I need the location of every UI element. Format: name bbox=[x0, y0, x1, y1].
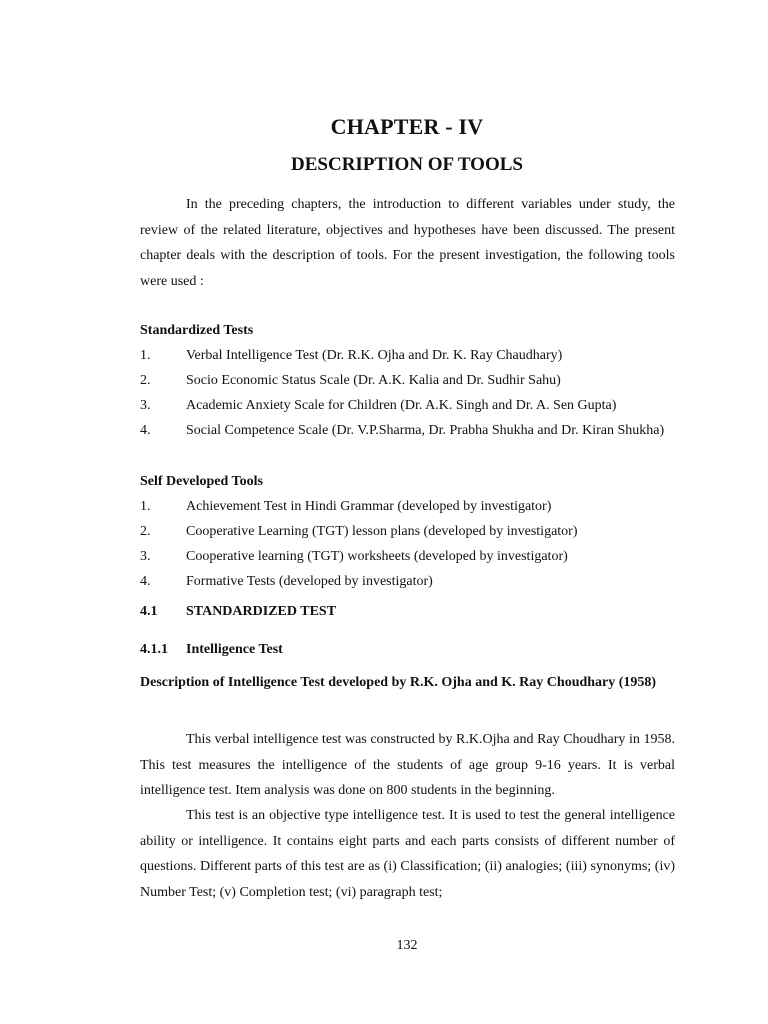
section-4-1-heading bbox=[140, 604, 336, 620]
self-developed-tools-heading: Self Developed Tools bbox=[140, 474, 263, 489]
item-text: Formative Tests (developed by investigator) bbox=[186, 574, 433, 589]
chapter-title: CHAPTER - IV bbox=[330, 114, 484, 139]
chapter-subtitle: DESCRIPTION OF TOOLS bbox=[291, 154, 523, 175]
page-number: 132 bbox=[396, 938, 418, 953]
item-number: 3. bbox=[140, 398, 151, 413]
section-title: Intelligence Test bbox=[186, 642, 283, 657]
body-paragraph-2 bbox=[140, 803, 675, 905]
item-number: 4. bbox=[140, 574, 151, 589]
item-number: 1. bbox=[140, 348, 151, 363]
item-number: 1. bbox=[140, 499, 151, 514]
intro-text: In the preceding chapters, the introduction to different variables under study, the review of the related literature, objectives and hypotheses have been discussed. The present chapter deals with the description of tools. For the present investigation, the following tools were used : bbox=[140, 197, 675, 289]
standardized-tests-list bbox=[140, 343, 675, 443]
item-text: Academic Anxiety Scale for Children (Dr. A.K. Singh and Dr. A. Sen Gupta) bbox=[186, 398, 617, 413]
list-item bbox=[140, 418, 675, 443]
item-text: Verbal Intelligence Test (Dr. R.K. Ojha and Dr. K. Ray Chaudhary) bbox=[186, 348, 563, 363]
item-text: Social Competence Scale (Dr. V.P.Sharma, Dr. Prabha Shukha and Dr. Kiran Shukha) bbox=[186, 423, 665, 438]
item-number: 3. bbox=[140, 549, 151, 564]
list-item bbox=[140, 519, 675, 544]
body-text-2: This test is an objective type intelligence test. It is used to test the general intelligence ability or intelligence. It contains eight parts and each parts consists of different number of questions. Different parts of this test are as (i) Classification; (ii) analogies; (iii) synonyms; (iv) Number Test; (v) Completion test; (vi) paragraph test; bbox=[140, 808, 675, 900]
list-item bbox=[140, 494, 675, 519]
item-text: Cooperative learning (TGT) worksheets (developed by investigator) bbox=[186, 549, 568, 564]
intro-paragraph bbox=[140, 192, 675, 294]
section-number: 4.1 bbox=[140, 604, 158, 619]
section-title: STANDARDIZED TEST bbox=[186, 604, 337, 619]
item-number: 2. bbox=[140, 373, 151, 388]
list-item bbox=[140, 393, 675, 418]
description-heading: Description of Intelligence Test developed by R.K. Ojha and K. Ray Choudhary (1958) bbox=[140, 675, 657, 690]
self-developed-tools-list bbox=[140, 494, 675, 594]
section-number: 4.1.1 bbox=[140, 642, 168, 657]
list-item bbox=[140, 343, 675, 368]
body-text-1: This verbal intelligence test was constructed by R.K.Ojha and Ray Choudhary in 1958. This test measures the intelligence of the students of age group 9-16 years. It is verbal intelligence test. Item analysis was done on 800 students in the beginning. bbox=[140, 732, 675, 798]
list-item bbox=[140, 544, 675, 569]
list-item bbox=[140, 569, 675, 594]
item-text: Socio Economic Status Scale (Dr. A.K. Kalia and Dr. Sudhir Sahu) bbox=[186, 373, 561, 388]
item-number: 2. bbox=[140, 524, 151, 539]
item-text: Cooperative Learning (TGT) lesson plans (developed by investigator) bbox=[186, 524, 578, 539]
body-paragraph-1 bbox=[140, 727, 675, 804]
list-item bbox=[140, 368, 675, 393]
section-4-1-1-heading bbox=[140, 642, 283, 658]
item-number: 4. bbox=[140, 423, 151, 438]
standardized-tests-heading: Standardized Tests bbox=[140, 323, 254, 338]
item-text: Achievement Test in Hindi Grammar (developed by investigator) bbox=[186, 499, 552, 514]
